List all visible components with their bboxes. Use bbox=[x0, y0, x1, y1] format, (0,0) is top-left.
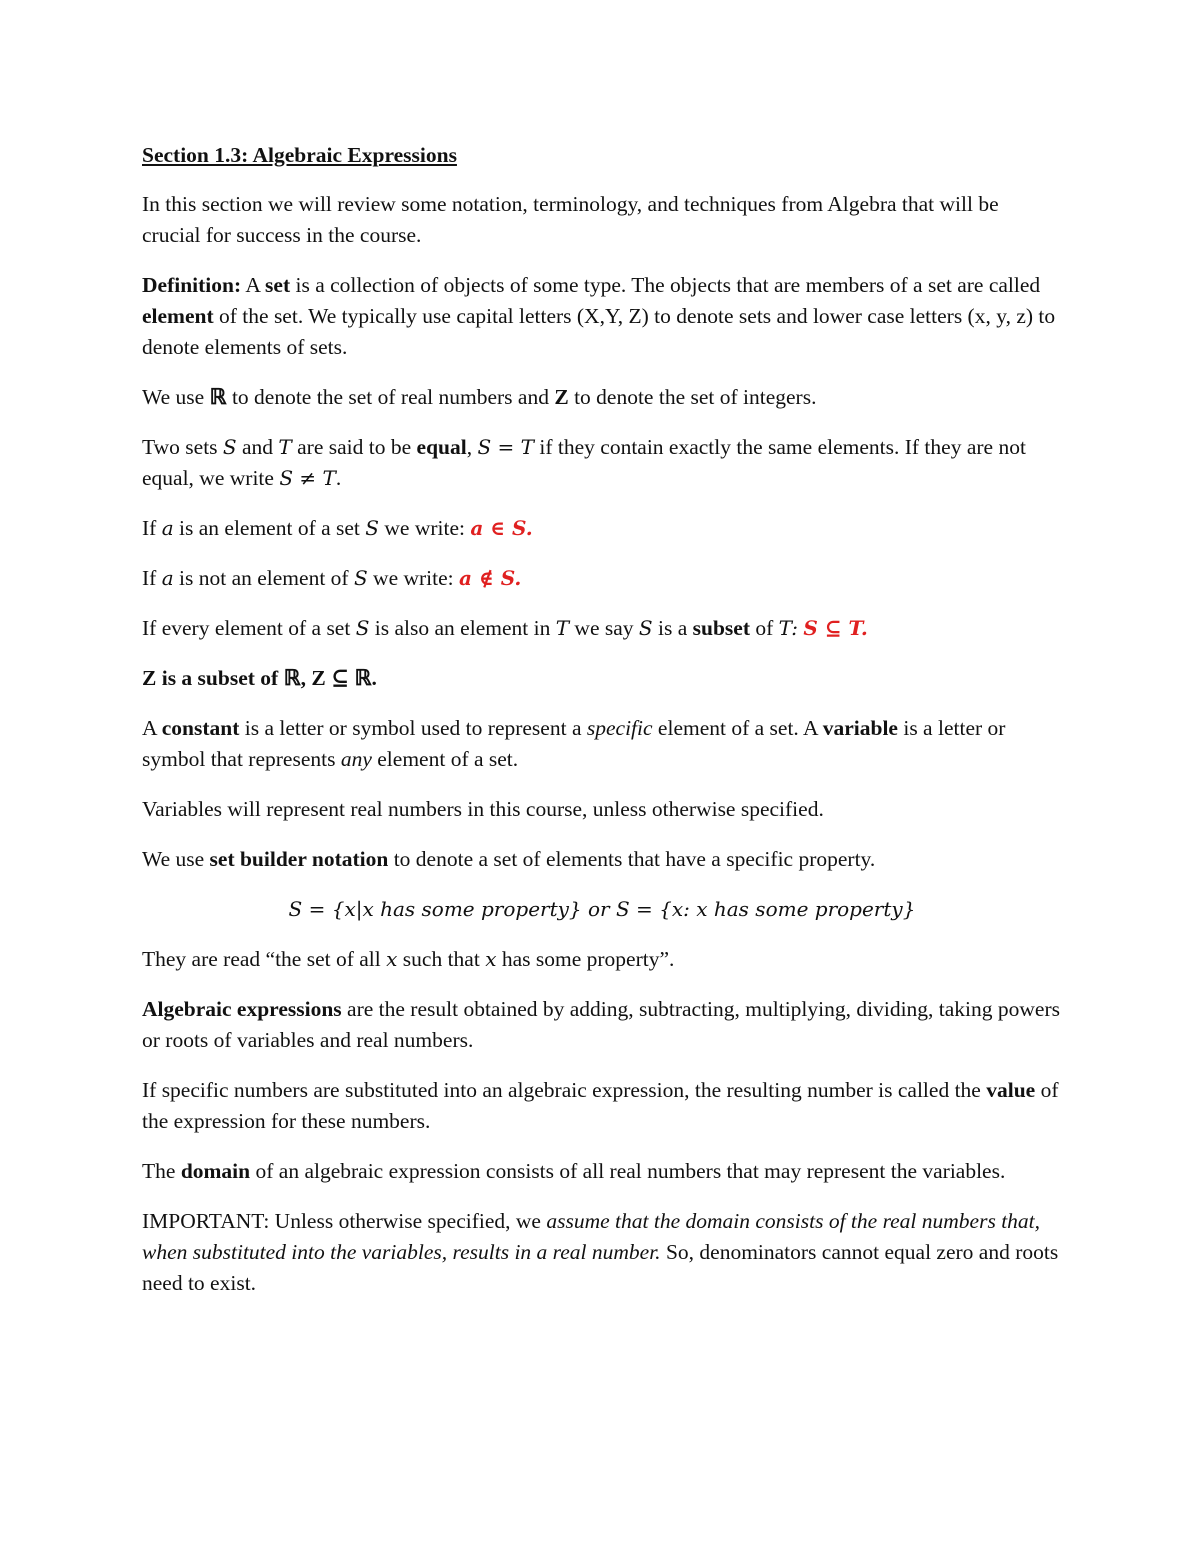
math-var: T: bbox=[778, 616, 799, 640]
text: we write: bbox=[367, 566, 460, 590]
definition-label: Definition: bbox=[142, 273, 242, 297]
math-var: a bbox=[161, 566, 174, 590]
element-term: element bbox=[142, 304, 214, 328]
equal-paragraph bbox=[142, 432, 1062, 494]
domain-term: domain bbox=[180, 1159, 251, 1183]
text: to denote a set of elements that have a specific property. bbox=[388, 847, 876, 871]
text: is a letter or symbol used to represent a bbox=[239, 716, 587, 740]
element-paragraph bbox=[142, 513, 1062, 544]
math-var: S bbox=[365, 516, 379, 540]
text: is an element of a set bbox=[173, 516, 366, 540]
text: element of a set. A bbox=[652, 716, 823, 740]
specific-emphasis: specific bbox=[586, 716, 653, 740]
text: of bbox=[749, 616, 779, 640]
not-element-of-expression: a ∉ S. bbox=[459, 566, 522, 590]
constant-term: constant bbox=[161, 716, 240, 740]
variable-term: variable bbox=[822, 716, 898, 740]
subset-term: subset bbox=[692, 616, 750, 640]
definition-paragraph bbox=[142, 270, 1062, 363]
element-of-expression: a ∈ S. bbox=[470, 516, 533, 540]
text: we say bbox=[569, 616, 639, 640]
text: We use bbox=[142, 847, 210, 871]
text: So, denominators cannot equal zero and roots need to exist. bbox=[142, 1240, 1059, 1295]
variables-paragraph: Variables will represent real numbers in this course, unless otherwise specified. bbox=[142, 797, 824, 821]
value-term: value bbox=[986, 1078, 1036, 1102]
domain-paragraph bbox=[142, 1156, 1062, 1187]
set-builder-term: set builder notation bbox=[209, 847, 389, 871]
constant-paragraph bbox=[142, 713, 1062, 775]
text: of the set. We typically use capital letters (X,Y, Z) to denote sets and lower case letters (x, y, z) to denote elements of sets. bbox=[142, 304, 1056, 359]
reals-paragraph bbox=[142, 382, 1062, 413]
math-var: x bbox=[386, 947, 398, 971]
text: are said to be bbox=[291, 435, 417, 459]
text: is a letter or symbol that represents bbox=[142, 716, 1006, 771]
text: we write: bbox=[379, 516, 471, 540]
text: The bbox=[142, 1159, 181, 1183]
text: We use bbox=[142, 385, 210, 409]
value-paragraph bbox=[142, 1075, 1062, 1137]
read-paragraph bbox=[142, 944, 1062, 975]
not-element-paragraph bbox=[142, 563, 1062, 594]
set-builder-formula: S = {x|x has some property} or S = {x: x has some property} bbox=[288, 897, 916, 921]
math-var: T bbox=[555, 616, 570, 640]
text: is a collection of objects of some type. The objects that are members of a set are called bbox=[290, 273, 1041, 297]
subset-paragraph bbox=[142, 613, 1062, 644]
reals-symbol: ℝ bbox=[209, 385, 227, 409]
text: of an algebraic expression consists of all real numbers that may represent the variables. bbox=[250, 1159, 1006, 1183]
math-var: S bbox=[355, 616, 370, 640]
math-var: S bbox=[353, 566, 368, 590]
any-emphasis: any bbox=[340, 747, 372, 771]
not-equal-expression: S ≠ T bbox=[279, 466, 336, 490]
text: are the result obtained by adding, subtracting, multiplying, dividing, taking powers or roots of variables and real numbers. bbox=[142, 997, 1061, 1052]
builder-paragraph bbox=[142, 844, 1062, 875]
equal-term: equal bbox=[416, 435, 467, 459]
equal-expression: S = T bbox=[477, 435, 534, 459]
math-var: a bbox=[161, 516, 174, 540]
important-paragraph bbox=[142, 1206, 1062, 1299]
text: They are read “the set of all bbox=[142, 947, 387, 971]
text: A bbox=[241, 273, 266, 297]
text: If every element of a set bbox=[142, 616, 356, 640]
math-var: S bbox=[638, 616, 653, 640]
text: A bbox=[142, 716, 162, 740]
text: If bbox=[142, 566, 162, 590]
text: if they contain exactly the same elements. If they are not equal, we write bbox=[142, 435, 1026, 490]
document-body bbox=[142, 140, 1062, 1318]
text: such that bbox=[397, 947, 486, 971]
text: of the expression for these numbers. bbox=[142, 1078, 1059, 1133]
text: and bbox=[236, 435, 279, 459]
builder-formula-paragraph bbox=[142, 894, 1062, 925]
text: to denote the set of real numbers and bbox=[226, 385, 555, 409]
math-var: T bbox=[278, 435, 292, 459]
z-subset-paragraph bbox=[142, 663, 1062, 694]
section-title: Section 1.3: Algebraic Expressions bbox=[142, 143, 457, 167]
algebraic-paragraph bbox=[142, 994, 1062, 1056]
text: to denote the set of integers. bbox=[568, 385, 817, 409]
text: If bbox=[142, 516, 162, 540]
math-var: x bbox=[485, 947, 497, 971]
math-var: S bbox=[222, 435, 237, 459]
text: IMPORTANT: Unless otherwise specified, we bbox=[142, 1209, 547, 1233]
text: element of a set. bbox=[371, 747, 519, 771]
integers-symbol: Z bbox=[554, 385, 569, 409]
text: is not an element of bbox=[173, 566, 354, 590]
text: , bbox=[466, 435, 478, 459]
text: Two sets bbox=[142, 435, 223, 459]
set-term: set bbox=[265, 273, 291, 297]
intro-paragraph: In this section we will review some notation, terminology, and techniques from Algebra that will be crucial for success in the course. bbox=[142, 192, 999, 247]
text: If specific numbers are substituted into an algebraic expression, the resulting number is called the bbox=[142, 1078, 987, 1102]
subset-expression: S ⊆ T. bbox=[803, 616, 868, 640]
assumption-emphasis: assume that the domain consists of the real numbers that, when substituted into the variables, results in a real number. bbox=[142, 1209, 1041, 1264]
algebraic-expressions-term: Algebraic expressions bbox=[142, 997, 342, 1021]
text: is also an element in bbox=[369, 616, 556, 640]
text: . bbox=[335, 466, 342, 490]
text: has some property”. bbox=[496, 947, 675, 971]
text: is a bbox=[652, 616, 693, 640]
z-subset-statement: Z is a subset of ℝ, Z ⊆ ℝ. bbox=[142, 666, 377, 690]
